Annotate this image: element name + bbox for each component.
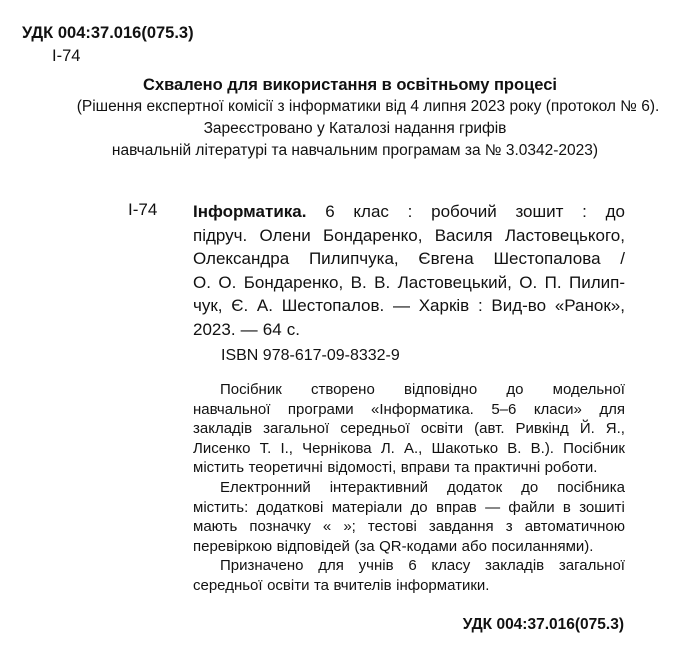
author-sign: І-74	[128, 200, 158, 219]
annotation-line: перевіркою відповідей (за QR-кодами або посиланнями).	[193, 537, 594, 555]
biblio-line: 2023. — 64 с.	[193, 319, 300, 339]
approval-line-3: навчальній літературі та навчальним програмам за № 3.0342-2023)	[111, 142, 599, 159]
annotation-line: Призначено для учнів 6 класу закладів загальної	[220, 557, 625, 575]
approval-block	[0, 74, 700, 162]
approval-line-1: (Рішення експертної комісії з інформатики від 4 липня 2023 року (протокол № 6).	[76, 98, 660, 115]
biblio-line: чук, Є. А. Шестопалов. — Харків : Вид-во «Ранок»,	[193, 296, 625, 316]
isbn: ISBN 978-617-09-8332-9	[221, 347, 400, 364]
annotation-line: містить теоретичні відомості, вправи та практичні роботи.	[193, 459, 598, 477]
biblio-line: Олександра Пилипчука, Євгена Шестопалова /	[193, 249, 625, 269]
biblio-line: Інформатика. 6 клас : робочий зошит : до	[193, 202, 625, 221]
biblio-line: підруч. Олени Бондаренко, Василя Ластовецького,	[193, 225, 625, 245]
annotation-line: закладів загальної середньої освіти (авт. Ривкінд Й. Я.,	[193, 420, 625, 438]
bibliographic-description	[193, 200, 625, 342]
author-sign-top: І-74	[52, 47, 81, 65]
biblio-line: О. О. Бондаренко, В. В. Ластовецький, О. П. Пилип-	[193, 272, 625, 292]
annotation-line: містить: додаткові матеріали до вправ — файли в зошиті	[193, 498, 625, 516]
approval-line-2: Зареєстровано у Каталозі надання грифів	[203, 120, 507, 137]
annotation	[193, 380, 625, 596]
annotation-line: Посібник створено відповідно до модельної	[220, 381, 625, 398]
annotation-line: мають позначку « »; тестові завдання з автоматичною	[193, 518, 625, 536]
udk-code-top: УДК 004:37.016(075.3)	[22, 24, 194, 42]
annotation-line: середньої освіти та вчителів інформатики.	[193, 576, 490, 594]
annotation-line: Електронний інтерактивний додаток до посібника	[220, 478, 625, 496]
annotation-line: Лисенко Т. І., Чернікова Л. А., Шакотько В. В.). Посібник	[193, 439, 625, 457]
udk-code-bottom: УДК 004:37.016(075.3)	[462, 616, 624, 633]
approval-title: Схвалено для використання в освітньому процесі	[143, 76, 557, 94]
annotation-line: навчальної програми «Інформатика. 5–6 класи» для	[193, 400, 625, 418]
